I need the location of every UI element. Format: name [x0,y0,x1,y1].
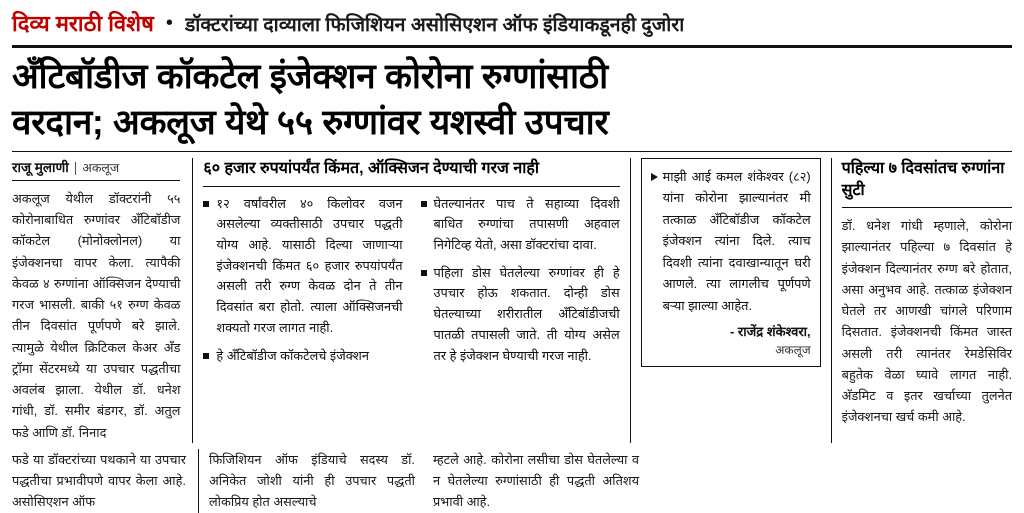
right-subhead-rule [842,207,1012,208]
right-paragraph: डॉ. धनेश गांधी म्हणाले, कोरोना झाल्यानंतर पहिल्या ७ दिवसांत हे इंजेक्शन दिल्यानंतर रुग्ण बरे होतात, असा अनुभव आहे. तत्काळ इंजेक्शन घेतले तर आणखी चांगले परिणाम दिसतात. इंजेक्शनची किंमत जास्त असली तरी त्यानंतर रेमडेसिविर बहुतेक वेळा घ्यावे लागत नाही. अ‍ॅडमिट व इतर खर्चाच्या तुलनेत इंजेक्शनचा खर्च कमी आहे. [841,218,1013,425]
column-left [12,158,182,443]
list-item: पहिला डोस घेतलेल्या रुग्णांवर ही हे उपचार होऊ शकतात. दोन्ही डोस घेतल्याच्या शरीरातील अँटिबॉडीजची पातळी तपासली जाते. ती योग्य असेल तर हे इंजेक्शन घेण्याची गरज नाही. [421,263,620,367]
byline-rule [12,180,180,181]
kicker-row [12,6,1012,42]
brand-label: दिव्य मराठी विशेष [12,11,154,36]
continuation-divider-1 [198,449,199,513]
byline-separator: | [73,160,78,175]
continuation-center-right [433,449,639,513]
article-body [12,158,1012,443]
center-tail-right-text: म्हटले आहे. कोरोना लसीचा डोस घेतलेल्या व न घेतलेल्या रुग्णांसाठी ही पद्धती अतिशय प्रभावी आहे. [433,451,639,510]
continuation-center-left [209,449,415,513]
continuation-gap [415,449,433,513]
headline-line-2: वरदान; अकलूज येथे ५५ रुग्णांवर यशस्वी उपचार [12,102,609,142]
list-item: घेतल्यानंतर पाच ते सहाव्या दिवशी बाधित रुग्णांचा तपासणी अहवाल निगेटिव्ह येतो, असा डॉक्टरांचा दावा. [421,194,620,256]
column-divider-1 [192,158,193,443]
center-bullet-columns [203,194,619,374]
left-tail-text: फडे या डॉक्टरांच्या पथकाने या उपचार पद्धतीचा प्रभावीपणे वापर केला आहे. असोसिएशन ऑफ [12,451,186,510]
byline-place: अकलूज [82,161,120,175]
continuation-strip [12,449,1012,513]
byline-author: राजू मुलाणी [12,160,69,175]
column-right [842,158,1012,443]
quote-attribution: - राजेंद्र शंकेश्वरा, [729,324,811,340]
byline [12,158,180,176]
center-subhead-rule [203,186,619,187]
column-divider-2 [630,158,631,443]
continuation-left [12,449,188,513]
kicker-subtitle: डॉक्टरांच्या दाव्याला फिजिशियन असोसिएशन ऑफ इंडियाकडूनही दुजोरा [184,13,685,36]
divider-headline [12,151,1012,152]
quote-box [641,158,821,367]
column-divider-3 [831,158,832,443]
bullet-separator-icon: • [165,12,173,34]
center-tail-left-text: फिजिशियन ऑफ इंडियाचे सदस्य डॉ. अनिकेत जोशी यांनी ही उपचार पद्धती लोकप्रिय होत असल्याचे [209,451,415,510]
column-center [203,158,619,443]
list-item: हे अँटिबॉडीज कॉकटेलचे इंजेक्शन [203,346,402,367]
headline-line-1: अँटिबॉडीज कॉकटेल इंजेक्शन कोरोना रुग्णांसाठी [12,57,609,96]
center-bullets-left [203,194,402,374]
center-subhead: ६० हजार रुपयांपर्यंत किंमत, ऑक्सिजन देण्याची गरज नाही [203,160,539,177]
right-subhead: पहिल्या ७ दिवसांतच रुग्णांना सुटी [841,160,1005,199]
page-title [12,54,1012,145]
left-paragraph: अकलूज येथील डॉक्टरांनी ५५ कोरोनाबाधित रुग्णांवर अँटिबॉडीज कॉकटेल (मोनोक्लोनल) या इंजेक्शनचा वापर केला. त्यापैकी केवळ ४ रुग्णांना ऑक्सिजन देण्याची गरज भासली. बाकी ५१ रुग्ण केवळ तीन दिवसांत पूर्णपणे बरे झाले. त्यामुळे येथील क्रिटिकल केअर अँड ट्रॉमा सेंटरमध्ये या उपचार पद्धतीचा अवलंब झाला. येथील डॉ. धनेश गांधी, डॉ. समीर बंडगर, डॉ. अतुल फडे आणि डॉ. निनाद [12,191,181,440]
column-quote [641,158,821,443]
center-bullets-right [421,194,620,374]
quote-place: अकलूज [775,343,811,358]
quote-text: माझी आई कमल शंकेश्वर (८२) यांना कोरोना झाल्यानंतर मी तत्काळ अँटिबॉडीज कॉकटेल इंजेक्शन त्यांना दिले. त्याच दिवशी त्यांना दवाखान्यातून घरी आणले. त्या लागलीच पूर्णपणे बऱ्या झाल्या आहेत. [651,166,811,316]
divider-top [12,45,1012,48]
list-item: १२ वर्षांवरील ४० किलोवर वजन असलेल्या व्यक्तीसाठी उपचार पद्धती योग्य आहे. यासाठी दिल्या जाणाऱ्या इंजेक्शनची किंमत ६० हजार रुपयांपर्यंत असली तरी रुग्ण केवळ दोन ते तीन दिवसांत बरा होतो. त्याला ऑक्सिजनची शक्यतो गरज लागत नाही. [203,194,402,339]
